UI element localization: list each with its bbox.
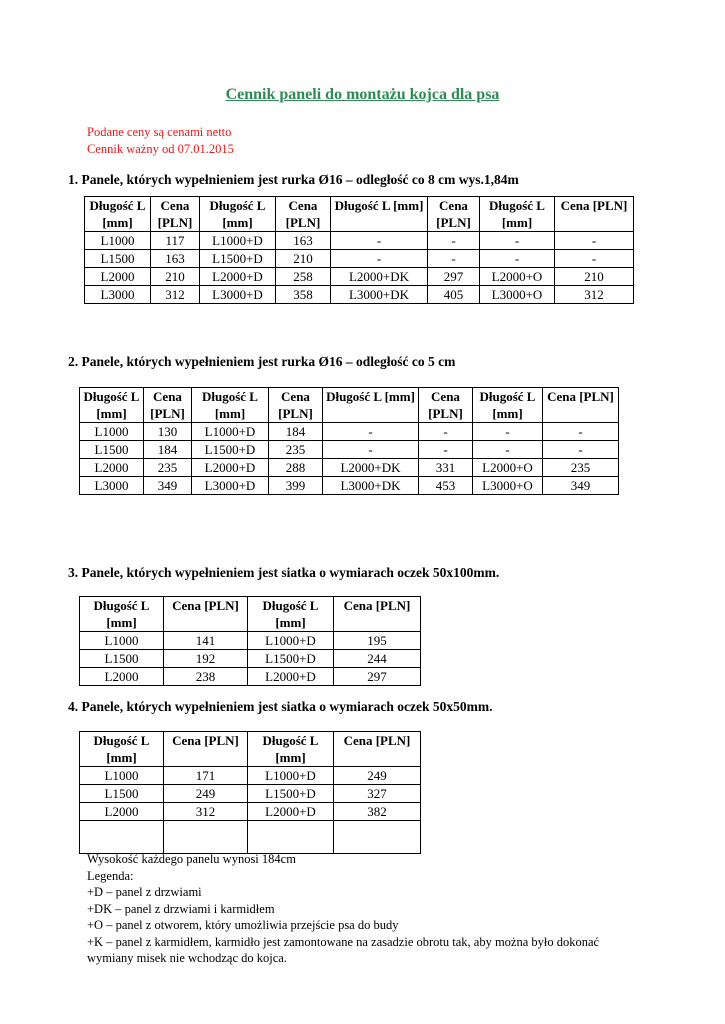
table-cell: 192 [164,650,248,668]
table-cell: L1000 [80,767,164,785]
table-cell: 130 [144,423,192,441]
table-cell: L2000+D [200,268,276,286]
table-row [85,286,634,304]
column-header: Długość L [mm] [480,197,555,232]
column-header: Długość L [mm] [80,732,164,767]
table-cell: L1500 [80,441,144,459]
table-cell: - [480,232,555,250]
table-cell: 453 [419,477,473,495]
table-cell: 184 [269,423,323,441]
table-cell: 195 [334,632,421,650]
table-row [80,650,421,668]
table-cell: 210 [555,268,634,286]
table-cell: 244 [334,650,421,668]
table-cell: L1000+D [248,767,334,785]
table-row [80,785,421,803]
section-2-heading: 2. Panele, których wypełnieniem jest rurka Ø16 – odległość co 5 cm [68,354,456,369]
table-cell: 382 [334,803,421,821]
empty-cell [248,821,334,854]
table-cell: 184 [144,441,192,459]
table-cell: 349 [543,477,619,495]
table-header-row [85,197,634,232]
table-cell: L1000 [80,423,144,441]
table-cell: 327 [334,785,421,803]
table-cell: L1000 [80,632,164,650]
table-cell: 238 [164,668,248,686]
table-row [80,423,619,441]
table-cell: - [543,423,619,441]
page-title: Cennik paneli do montażu kojca dla psa [225,86,500,103]
legend-item-dk: +DK – panel z drzwiami i karmidłem [87,901,275,916]
table-row [85,250,634,268]
table-cell: - [428,232,480,250]
table-cell: 210 [151,268,200,286]
table-cell: 235 [269,441,323,459]
table-cell: L3000+D [200,286,276,304]
empty-row [80,821,421,854]
empty-cell [164,821,248,854]
table-cell: L2000 [80,803,164,821]
table-cell: 358 [276,286,331,304]
column-header: Długość L [mm] [331,197,428,232]
table-cell: 405 [428,286,480,304]
table-row [80,632,421,650]
column-header: Długość L [mm] [200,197,276,232]
column-header: Cena [PLN] [334,732,421,767]
table-row [80,477,619,495]
table-cell: - [480,250,555,268]
column-header: Cena [PLN] [555,197,634,232]
column-header: Długość L [mm] [80,597,164,632]
table-cell: L2000+D [248,668,334,686]
section-1-heading: 1. Panele, których wypełnieniem jest rurka Ø16 – odległość co 8 cm wys.1,84m [68,172,519,187]
table-cell: L3000+O [473,477,543,495]
column-header: Długość L [mm] [192,388,269,423]
column-header: Cena [PLN] [428,197,480,232]
column-header: Długość L [mm] [473,388,543,423]
legend-item-d: +D – panel z drzwiami [87,885,202,899]
price-table-3 [79,596,421,686]
table-cell: L3000+DK [323,477,419,495]
table-cell: 312 [164,803,248,821]
table-cell: L2000 [80,459,144,477]
table-cell: - [428,250,480,268]
table-row [80,668,421,686]
table-cell: 312 [555,286,634,304]
empty-cell [80,821,164,854]
table-cell: L1000+D [248,632,334,650]
table-cell: 235 [543,459,619,477]
table-cell: L2000+DK [331,268,428,286]
legend-title: Legenda: [87,868,134,883]
table-cell: L1500+D [248,650,334,668]
table-cell: - [473,423,543,441]
legend-block [87,851,647,967]
table-cell: L1500 [85,250,151,268]
table-header-row [80,597,421,632]
table-cell: L3000+O [480,286,555,304]
table-cell: - [419,441,473,459]
table-cell: L2000 [85,268,151,286]
panel-height-note: Wysokość każdego panelu wynosi 184cm [87,852,296,866]
price-table-4 [79,731,421,854]
price-table-1 [84,196,634,304]
table-cell: L1500 [80,785,164,803]
column-header: Cena [PLN] [164,597,248,632]
table-cell: 297 [334,668,421,686]
table-cell: L2000+D [192,459,269,477]
section-3-heading: 3. Panele, których wypełnieniem jest siatka o wymiarach oczek 50x100mm. [68,565,500,580]
column-header: Cena [PLN] [144,388,192,423]
column-header: Cena [PLN] [164,732,248,767]
table-cell: 249 [334,767,421,785]
table-header-row [80,388,619,423]
table-cell: - [323,441,419,459]
column-header: Długość L [mm] [85,197,151,232]
table-cell: 235 [144,459,192,477]
table-cell: 249 [164,785,248,803]
column-header: Cena [PLN] [269,388,323,423]
table-cell: - [543,441,619,459]
table-cell: L1500+D [248,785,334,803]
price-table-2 [79,387,619,495]
table-cell: - [555,250,634,268]
table-cell: L2000+O [480,268,555,286]
column-header: Cena [PLN] [419,388,473,423]
table-cell: - [323,423,419,441]
table-cell: L1000+D [192,423,269,441]
column-header: Długość L [mm] [248,597,334,632]
table-row [80,803,421,821]
table-cell: L2000 [80,668,164,686]
table-cell: L1000 [85,232,151,250]
column-header: Cena [PLN] [276,197,331,232]
table-cell: 312 [151,286,200,304]
table-cell: 141 [164,632,248,650]
table-row [80,459,619,477]
table-cell: - [331,250,428,268]
table-cell: 258 [276,268,331,286]
table-row [80,441,619,459]
table-row [85,268,634,286]
column-header: Cena [PLN] [334,597,421,632]
table-cell: L3000+DK [331,286,428,304]
column-header: Długość L [mm] [323,388,419,423]
table-header-row [80,732,421,767]
table-cell: L3000 [85,286,151,304]
table-cell: L2000+DK [323,459,419,477]
legend-item-o: +O – panel z otworem, który umożliwia przejście psa do budy [87,918,399,932]
table-cell: 288 [269,459,323,477]
table-cell: - [555,232,634,250]
table-cell: L1500 [80,650,164,668]
table-cell: L3000 [80,477,144,495]
net-price-note: Podane ceny są cenami netto [87,125,232,139]
table-cell: 210 [276,250,331,268]
table-cell: L1000+D [200,232,276,250]
legend-item-k: +K – panel z karmidłem, karmidło jest zamontowane na zasadzie obrotu tak, aby można było dokonać wymiany misek nie wchodząc do kojca. [87,934,600,965]
table-cell: 171 [164,767,248,785]
table-cell: 331 [419,459,473,477]
table-cell: 297 [428,268,480,286]
table-cell: 117 [151,232,200,250]
table-cell: 163 [151,250,200,268]
table-cell: L1500+D [200,250,276,268]
table-cell: L2000+O [473,459,543,477]
column-header: Cena [PLN] [543,388,619,423]
column-header: Długość L [mm] [80,388,144,423]
table-row [80,767,421,785]
table-cell: - [419,423,473,441]
table-row [85,232,634,250]
column-header: Długość L [mm] [248,732,334,767]
table-cell: L2000+D [248,803,334,821]
table-cell: - [473,441,543,459]
column-header: Cena [PLN] [151,197,200,232]
table-cell: L1500+D [192,441,269,459]
table-cell: L3000+D [192,477,269,495]
table-cell: 163 [276,232,331,250]
empty-cell [334,821,421,854]
table-cell: - [331,232,428,250]
validity-note: Cennik ważny od 07.01.2015 [87,142,234,156]
table-cell: 349 [144,477,192,495]
section-4-heading: 4. Panele, których wypełnieniem jest siatka o wymiarach oczek 50x50mm. [68,699,493,714]
table-cell: 399 [269,477,323,495]
